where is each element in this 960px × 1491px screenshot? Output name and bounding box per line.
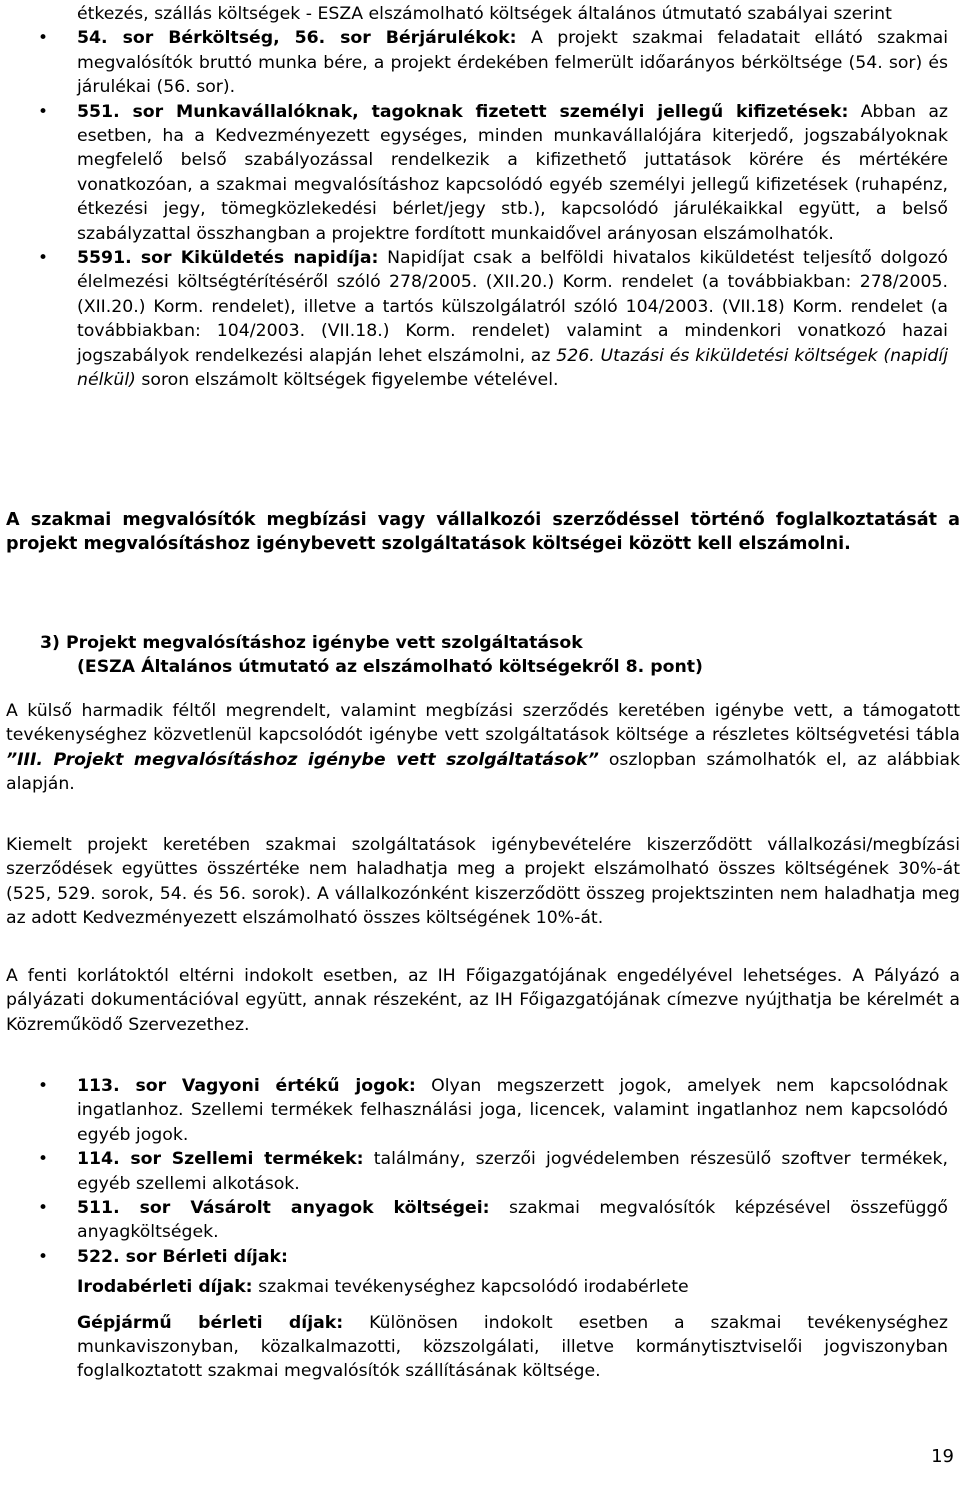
bottom-section [0,1074,954,1384]
list-item-522 [0,1245,954,1269]
paragraph-2-text: Kiemelt projekt keretében szakmai szolgáltatások igénybevételére kiszerződött vállalkozási/megbízási szerződések együttes összértéke nem haladhatja meg a projekt elszámolható összes költségének 30%-át (525, 529. sorok, 54. és 56. sorok). A vállalkozónként kiszerződött összeg projektszinten nem haladhatja meg az adott Kedvezményezett elszámolható összes költségének 10%-át. [6,835,960,929]
top-section [0,2,954,393]
item-head: 511. sor Vásárolt anyagok költségei: [77,1198,490,1219]
item-body: A projekt szakmai feladatait ellátó szakmai megvalósítók bruttó munka bére, a projekt érdekében felmerült időarányos bérköltsége (54. sor) és járulékai (56. sor). [77,28,949,98]
bottom-bullet-list [0,1074,954,1269]
office-rent-head: Irodabérleti díjak: [77,1277,253,1298]
item-italic-ref: 526. Utazási és kiküldetési költségek (napidíj nélkül) [77,345,948,391]
car-rent-body: Különösen indokolt esetben a szakmai tevékenységhez munkaviszonyban, közalkalmazotti, közszolgálati, illetve kormánytisztviselői jogviszonyban foglalkoztatott szakmai megvalósítók szállításának költsége. [77,1312,949,1382]
car-rent [0,1311,954,1384]
list-item-551 [0,100,954,246]
item-body: Napidíjat csak a belföldi hivatalos kiküldetést teljesítő dolgozó élelmezési költségtérítéséről szóló 278/2005. (XII.20.) Korm. rendelet (a továbbiakban: 278/2005. (XII.20.) Korm. rendelet), illetve a tartós külszolgálatról szóló 104/2003. (VII.18) Korm. rendelet (a továbbiakban: 104/2003. (VII.18.) Korm. rendelet) valamint a mindenkori vonatkozó hazai jogszabályok rendelkezési alapján lehet elszámolni, az [77,248,948,366]
list-item-54-56 [0,26,954,99]
item-body: Abban az esetben, ha a Kedvezményezett egységes, minden munkavállalójára kiterjedő, jogszabályoknak megfelelő belső szabályozással rendelkezik a kifizethető juttatások körére és mértékére vonatkozóan, a szakmai megvalósításhoz kapcsolódó egyéb személyi jellegű kifizetések (ruhapénz, étkezési jegy, tömegközlekedési bérlet/jegy stb.) [77,101,948,220]
page-number: 19 [931,1446,954,1467]
item-body: Olyan megszerzett jogok, amelyek nem kapcsolódnak ingatlanhoz. Szellemi termékek felhasználási joga, licencek, valamint ingatlanhoz nem kapcsolódó egyéb jogok. [77,1076,948,1145]
item-head: 114. sor Szellemi termékek: [77,1149,364,1170]
paragraph-1-text [6,699,960,797]
office-rent [0,1275,954,1299]
p1-column-name: ”III. Projekt megvalósításhoz igénybe vett szolgáltatások” [6,749,599,770]
notice-text: A szakmai megvalósítók megbízási vagy vállalkozói szerződéssel történő foglalkoztatását a projekt megvalósításhoz igénybevett szolgáltatások költségei között kell elszámolni. [6,510,960,555]
p1-text-c: oszlopban számolhatók el, az alábbiak alapján. [6,749,960,795]
section-3-title [0,631,954,680]
paragraph-3-text: A fenti korlátoktól eltérni indokolt esetben, az IH Főigazgatójának engedélyével lehetséges. A Pályázó a pályázati dokumentációval együtt, annak részeként, az IH Főigazgatójának címezve nyújthatja be kérelmét a Közreműködő Szervezethez. [6,966,960,1035]
item-head: 551. sor Munkavállalóknak, tagoknak fizetett személyi jellegű kifizetések: [77,101,849,122]
item-body: szakmai megvalósítók képzésével összefüggő anyagköltségek. [77,1198,948,1243]
paragraph-1 [0,699,960,797]
paragraph-3 [0,964,960,1037]
list-item-511 [0,1196,954,1245]
item-body-cont: soron elszámolt költségek figyelembe vételével. [135,370,559,391]
item-head: 522. sor Bérleti díjak: [77,1246,288,1267]
section-title [0,631,954,680]
item-head: 54. sor Bérköltség, 56. sor Bérjárulékok: [77,28,517,49]
section-title-line1: 3) Projekt megvalósításhoz igénybe vett szolgáltatások [40,633,583,653]
p1-text-a: A külső harmadik féltől megrendelt, valamint megbízási szerződés keretében igénybe vett, a támogatott tevékenységhez közvetlenül kapcsolódót igénybe vett szolgáltatások költsége a részletes költségvetési tábla [6,701,960,746]
car-rent-head: Gépjármű bérleti díjak: [77,1312,344,1333]
list-item-5591 [0,246,954,392]
item-head: 113. sor Vagyoni értékű jogok: [77,1076,416,1096]
list-item-114 [0,1147,954,1196]
office-rent-body: szakmai tevékenységhez kapcsolódó irodabérlete [252,1277,689,1298]
section-title-line2: (ESZA Általános útmutató az elszámolható költségekről 8. pont) [77,657,703,678]
item-head: 5591. sor Kiküldetés napidíja: [77,248,379,269]
list-item-113 [0,1074,954,1147]
item-body: találmány, szerzői jogvédelemben részesülő szoftver termékek, egyéb szellemi alkotások. [77,1149,948,1194]
item-body-cont: , kapcsolódó járulékaikkal együtt, a belső szabályzattal összhangban a projektre fordított munkaidővel arányosan elszámolhatók. [77,199,948,244]
notice-block [0,508,960,557]
paragraph-2 [0,833,960,931]
intro-tail: étkezés, szállás költségek - ESZA elszámolható költségek általános útmutató szabályai szerint [77,4,892,24]
top-bullet-list [0,26,954,392]
